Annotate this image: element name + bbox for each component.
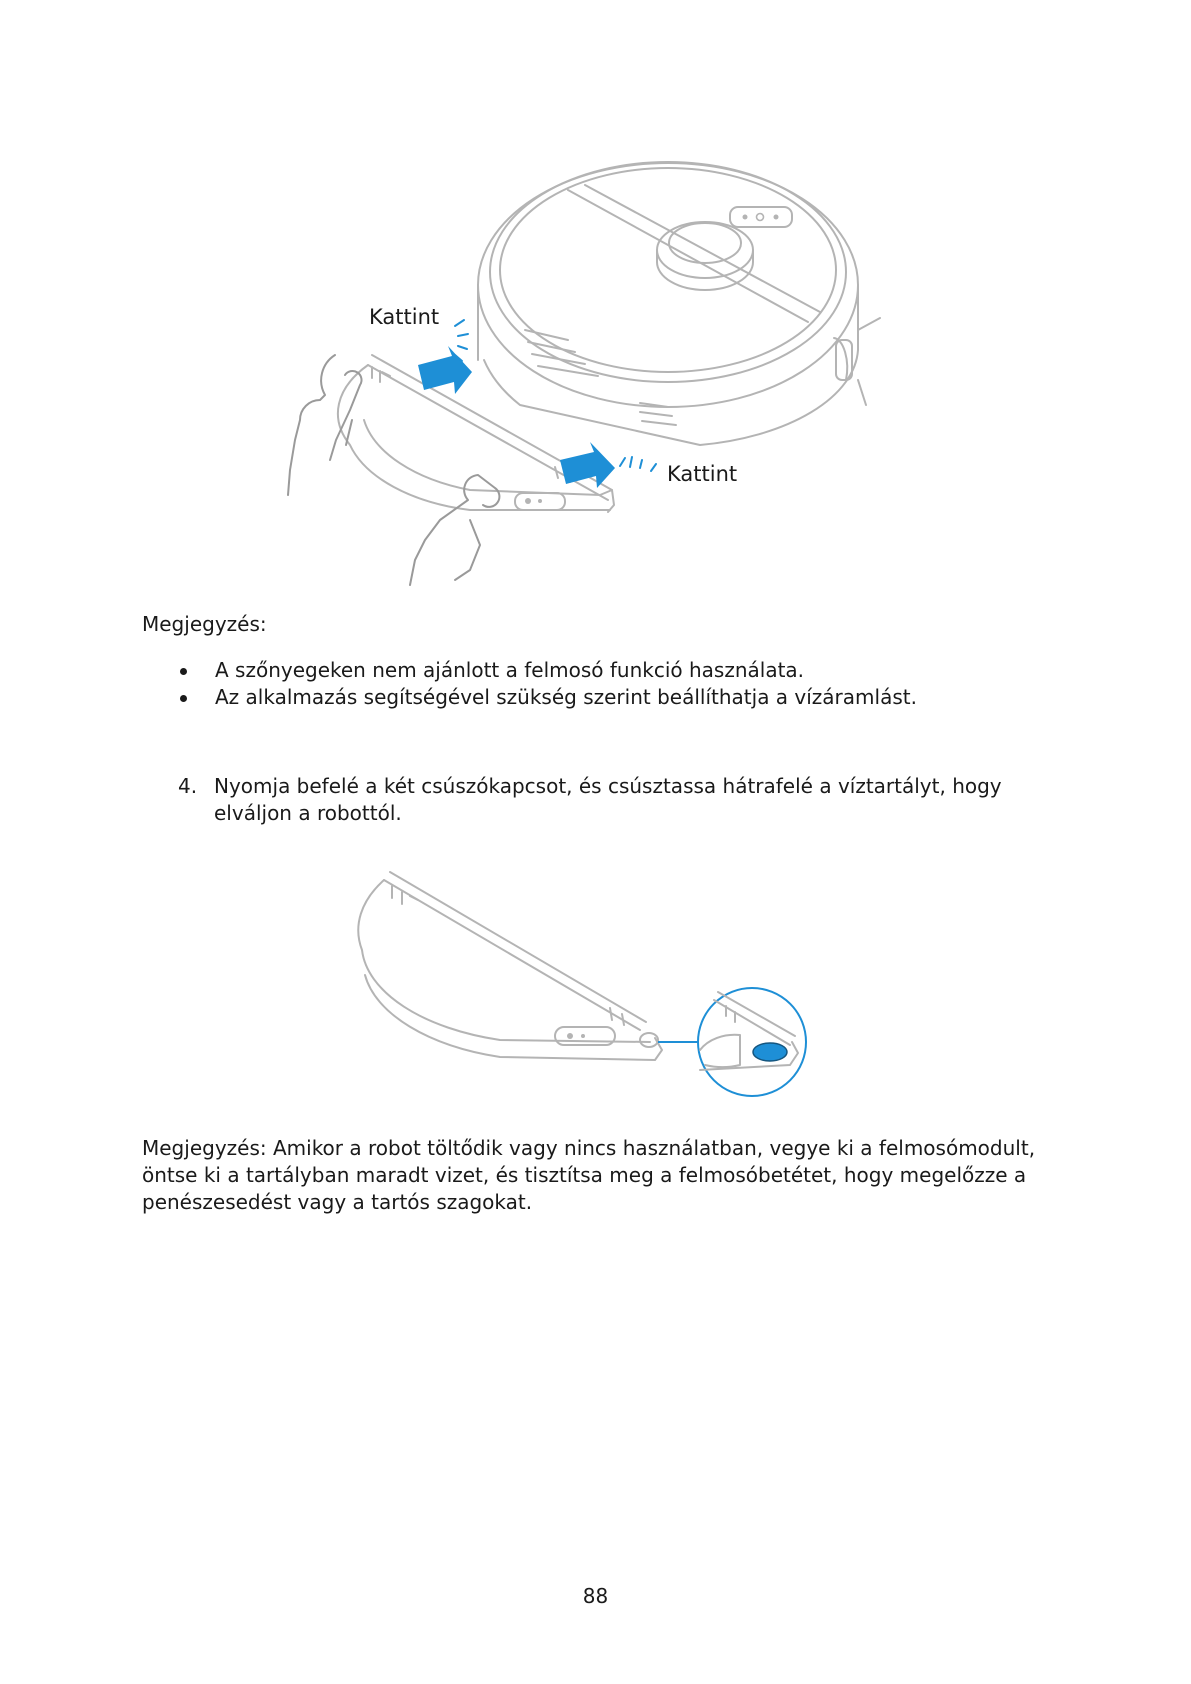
mop-module-illustration — [0, 860, 1191, 1110]
step-text-line-1: Nyomja befelé a két csúszókapcsot, és csúsztassa hátrafelé a víztartályt, hogy — [214, 774, 1002, 798]
label-click-bottom: Kattint — [667, 462, 738, 486]
figure-mop-insert — [0, 0, 1191, 600]
hands — [288, 355, 499, 585]
robot-vacuum-illustration — [0, 0, 1191, 600]
robot-vacuum — [478, 162, 880, 445]
label-click-top: Kattint — [369, 305, 440, 329]
step-number: 4. — [178, 774, 198, 798]
step-text-line-2: elváljon a robottól. — [214, 801, 402, 825]
mop-module — [358, 872, 662, 1060]
detail-circle — [698, 988, 806, 1096]
page-number: 88 — [582, 1584, 609, 1608]
mop-module — [338, 355, 614, 512]
note-2-line-1: Megjegyzés: Amikor a robot töltődik vagy nincs használatban, vegye ki a felmosómodult, — [142, 1136, 1036, 1160]
note-heading: Megjegyzés: — [142, 612, 267, 636]
note-2-line-2: öntse ki a tartályban maradt vizet, és tisztítsa meg a felmosóbetétet, hogy megelőzze a — [142, 1163, 1027, 1187]
bullet-icon — [180, 668, 187, 675]
bullet-icon — [180, 695, 187, 702]
figure-mop-module-detail — [0, 860, 1191, 1110]
click-spark-top-icon — [455, 320, 468, 361]
list-item: Az alkalmazás segítségével szükség szerint beállíthatja a vízáramlást. — [180, 684, 917, 711]
list-item: A szőnyegeken nem ajánlott a felmosó funkció használata. — [180, 657, 804, 684]
click-spark-bottom-icon — [620, 457, 656, 471]
push-arrow-bottom — [560, 442, 615, 488]
note-2-line-3: penészesedést vagy a tartós szagokat. — [142, 1190, 533, 1214]
release-latch-icon — [753, 1043, 787, 1061]
push-arrow-top — [418, 346, 472, 394]
